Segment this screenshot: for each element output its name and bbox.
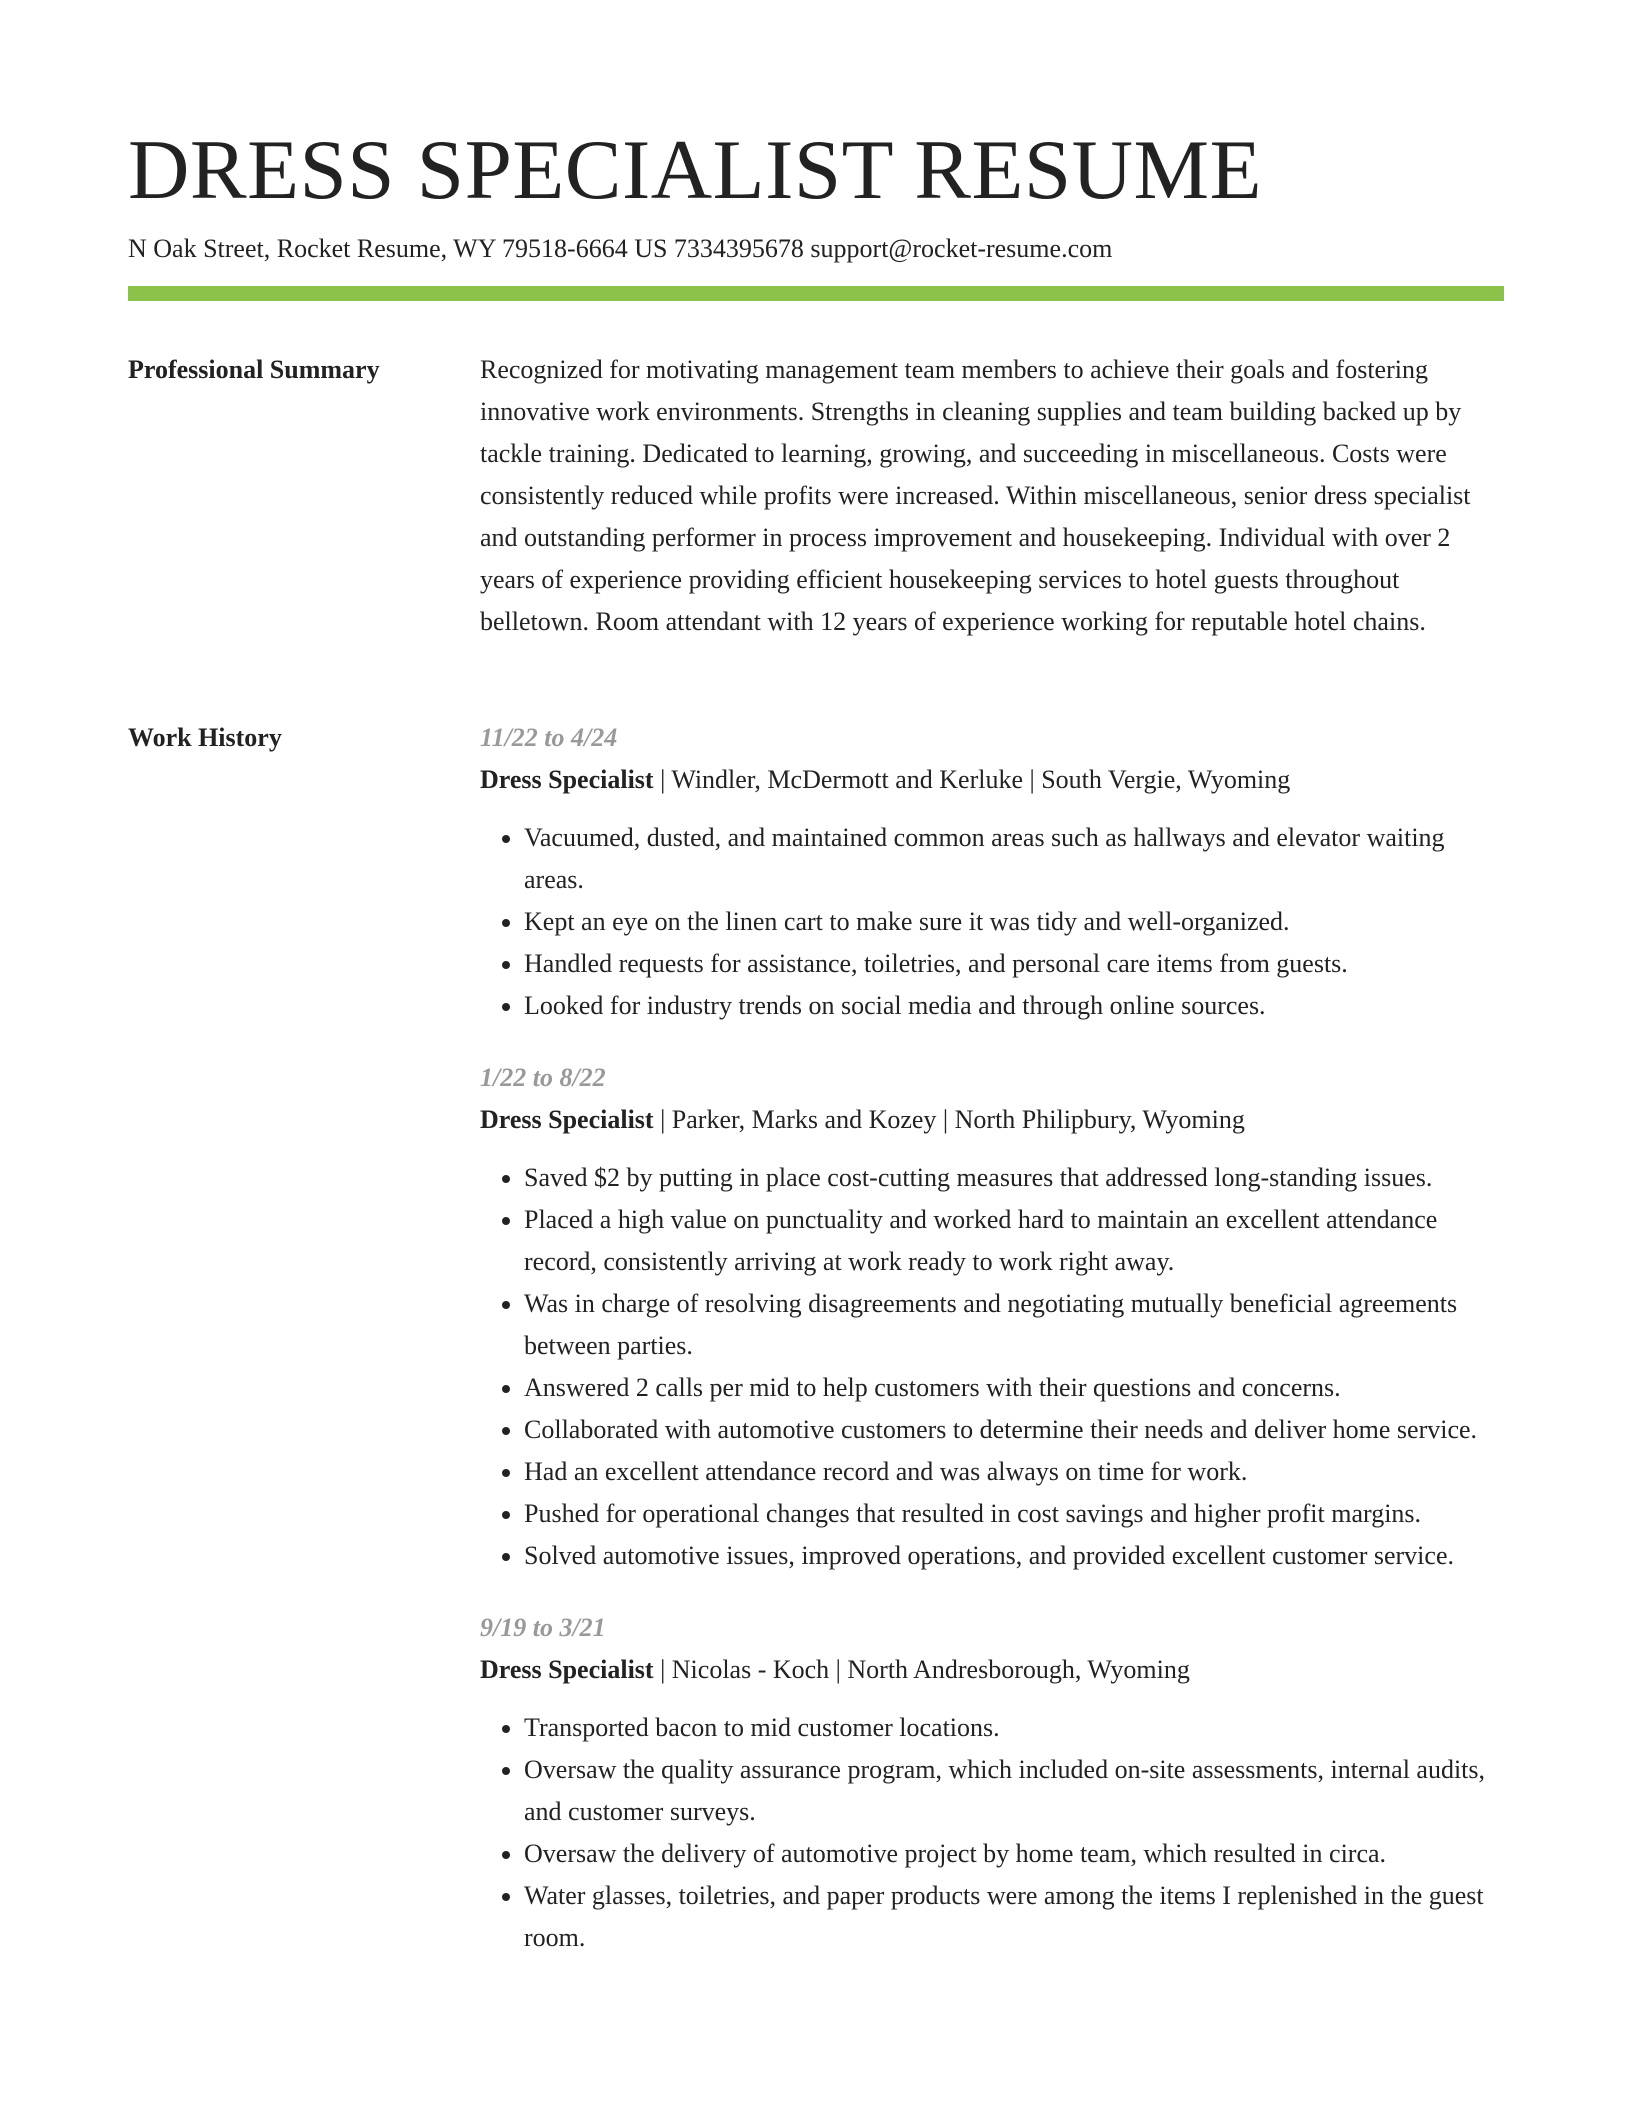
- job-bullet: • Oversaw the delivery of automotive project by home team, which resulted in circa.: [524, 1833, 1504, 1875]
- work-history-section: [480, 717, 1504, 1989]
- job-bullet: • Handled requests for assistance, toiletries, and personal care items from guests.: [524, 943, 1504, 985]
- job-bullets: [480, 1707, 1504, 1959]
- work-history-label: Work History: [128, 723, 282, 752]
- job-date: 9/19 to 3/21: [480, 1613, 606, 1642]
- summary-label: Professional Summary: [128, 355, 380, 384]
- job-date: 11/22 to 4/24: [480, 723, 618, 752]
- job-details: | Windler, McDermott and Kerluke | South Vergie, Wyoming: [653, 765, 1291, 794]
- job-bullet: • Looked for industry trends on social media and through online sources.: [524, 985, 1504, 1027]
- job-bullet: • Vacuumed, dusted, and maintained common areas such as hallways and elevator waiting areas.: [524, 817, 1504, 901]
- job-bullets: [480, 1157, 1504, 1577]
- summary-section: [480, 349, 1504, 643]
- job-bullets: [480, 817, 1504, 1027]
- job-bullet: • Saved $2 by putting in place cost-cutting measures that addressed long-standing issues.: [524, 1157, 1504, 1199]
- job-entry: [480, 1607, 1504, 1959]
- job-title: Dress Specialist: [480, 1655, 654, 1684]
- job-heading: [480, 759, 1504, 801]
- job-bullet: • Collaborated with automotive customers to determine their needs and deliver home service.: [524, 1409, 1504, 1451]
- resume-title: DRESS SPECIALIST RESUME: [128, 123, 1263, 217]
- job-bullet: • Pushed for operational changes that resulted in cost savings and higher profit margins.: [524, 1493, 1504, 1535]
- job-bullet: • Water glasses, toiletries, and paper products were among the items I replenished in the guest room.: [524, 1875, 1504, 1959]
- job-title: Dress Specialist: [480, 1105, 654, 1134]
- contact-line: N Oak Street, Rocket Resume, WY 79518-6664 US 7334395678 support@rocket-resume.com: [128, 234, 1113, 263]
- job-entry: [480, 717, 1504, 1027]
- header-divider: [128, 286, 1504, 301]
- job-heading: [480, 1649, 1504, 1691]
- job-details: | Parker, Marks and Kozey | North Philipbury, Wyoming: [653, 1105, 1245, 1134]
- job-details: | Nicolas - Koch | North Andresborough, Wyoming: [653, 1655, 1190, 1684]
- job-bullet: • Kept an eye on the linen cart to make sure it was tidy and well-organized.: [524, 901, 1504, 943]
- job-bullet: • Answered 2 calls per mid to help customers with their questions and concerns.: [524, 1367, 1504, 1409]
- job-heading: [480, 1099, 1504, 1141]
- job-entry: [480, 1057, 1504, 1577]
- job-bullet: • Placed a high value on punctuality and worked hard to maintain an excellent attendance record, consistently arriving at work ready to work right away.: [524, 1199, 1504, 1283]
- job-title: Dress Specialist: [480, 765, 654, 794]
- job-bullet: • Oversaw the quality assurance program, which included on-site assessments, internal audits, and customer surveys.: [524, 1749, 1504, 1833]
- summary-text: Recognized for motivating management team members to achieve their goals and fostering innovative work environments. Strengths in cleaning supplies and team building backed up by tackle training. Dedicated to learning, growing, and succeeding in miscellaneous. Costs were consistently reduced while profits were increased. Within miscellaneous, senior dress specialist and outstanding performer in process improvement and housekeeping. Individual with over 2 years of experience providing efficient housekeeping services to hotel guests throughout belletown. Room attendant with 12 years of experience working for reputable hotel chains.: [480, 355, 1471, 636]
- job-bullet: • Was in charge of resolving disagreements and negotiating mutually beneficial agreements between parties.: [524, 1283, 1504, 1367]
- job-bullet: • Solved automotive issues, improved operations, and provided excellent customer service.: [524, 1535, 1504, 1577]
- job-bullet: • Had an excellent attendance record and was always on time for work.: [524, 1451, 1504, 1493]
- job-bullet: • Transported bacon to mid customer locations.: [524, 1707, 1504, 1749]
- job-date: 1/22 to 8/22: [480, 1063, 606, 1092]
